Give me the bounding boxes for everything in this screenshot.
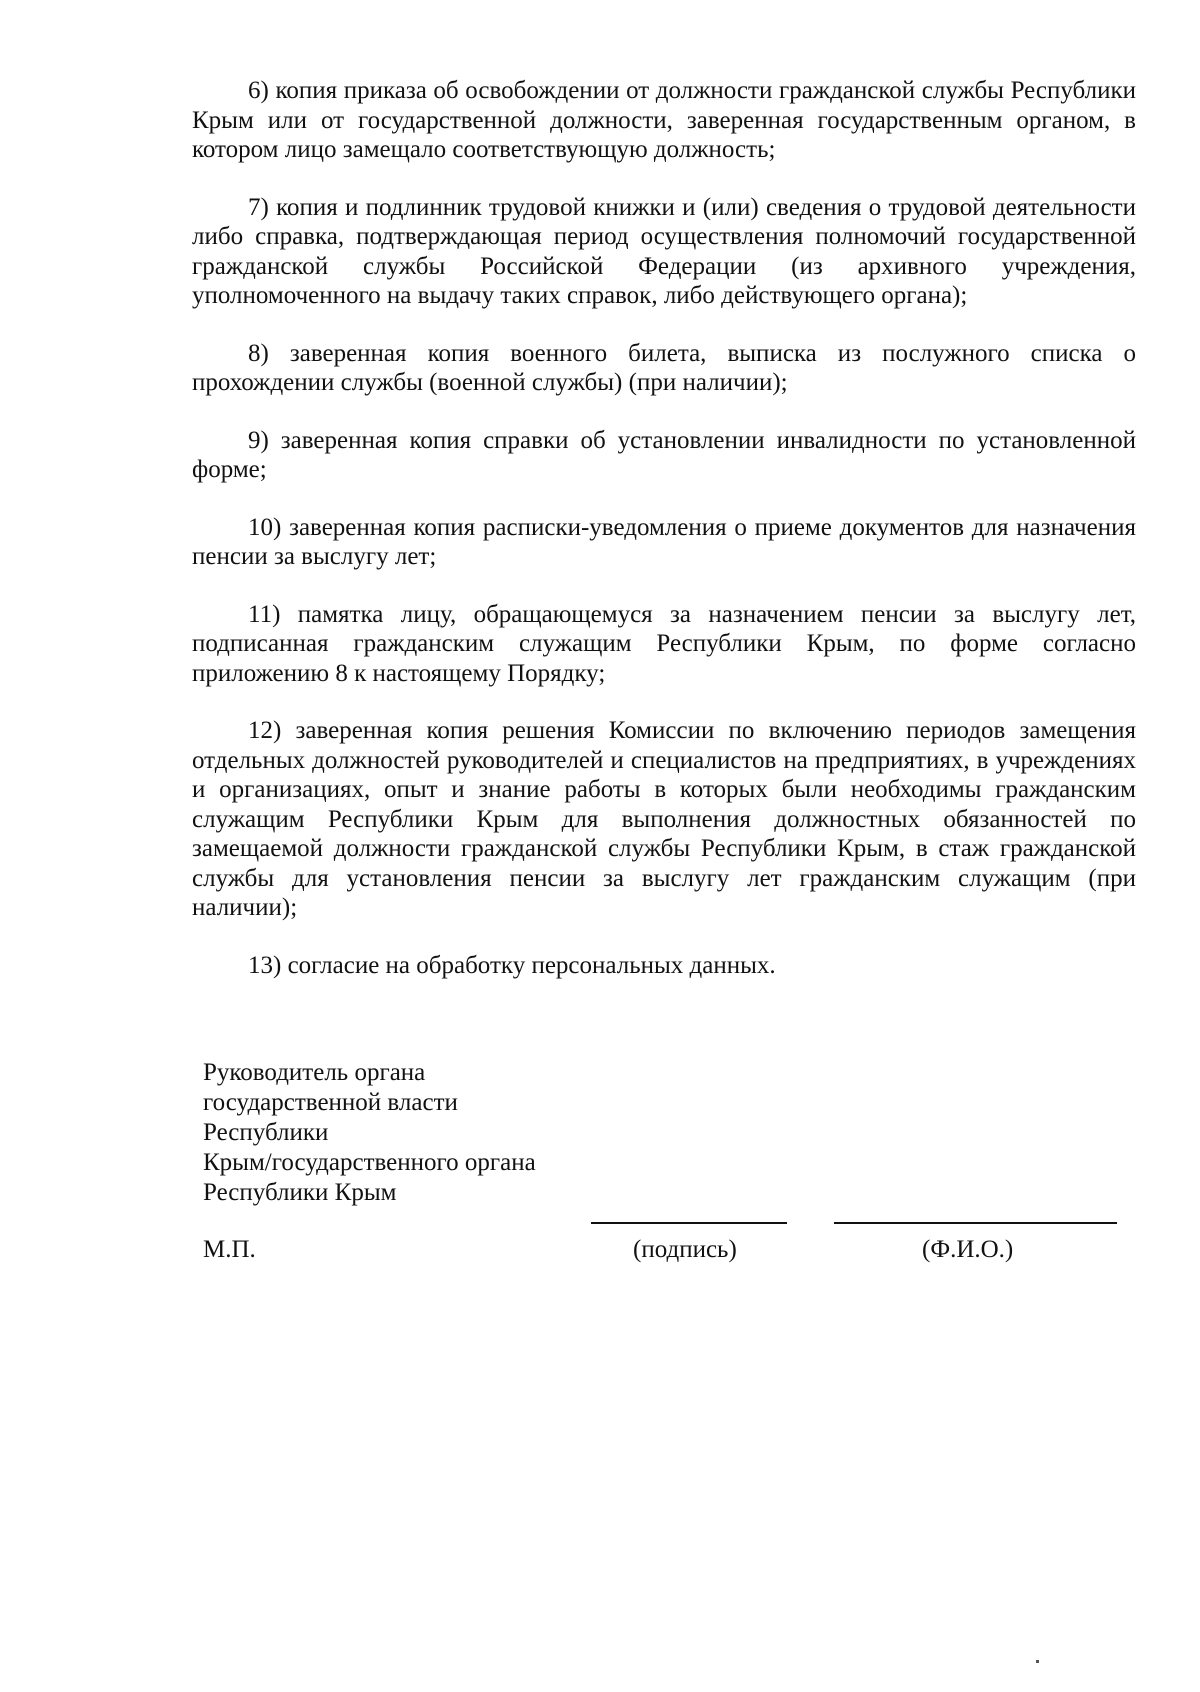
document-list xyxy=(192,76,1136,980)
signature-line xyxy=(591,1222,787,1224)
name-line xyxy=(834,1222,1117,1224)
signatory-title xyxy=(203,1058,623,1208)
signature-block xyxy=(203,1058,1143,1263)
stamp-label: М.П. xyxy=(203,1236,256,1263)
scan-speck xyxy=(1036,1660,1039,1663)
list-item-6: 6) копия приказа об освобождении от должности гражданской службы Республики Крым или от государственной должности, заверенная государственным органом, в котором лицо замещало соответствующую должность; xyxy=(192,77,1136,163)
signatory-title-line: Республики xyxy=(203,1119,329,1146)
list-item-7: 7) копия и подлинник трудовой книжки и (или) сведения о трудовой деятельности либо справка, подтверждающая период осуществления полномочий государственной гражданской службы Российской Федерации (из архивного учреждения, уполномоченного на выдачу таких справок, либо действующего органа); xyxy=(192,193,1136,309)
signature-caption: (подпись) xyxy=(633,1236,737,1263)
list-item-12: 12) заверенная копия решения Комиссии по включению периодов замещения отдельных должностей руководителей и специалистов на предприятиях, в учреждениях и организациях, опыт и знание работы в которых были необходимы гражданским служащим Республики Крым для выполнения должностных обязанностей по замещаемой должности гражданской службы Республики Крым, в стаж гражданской службы для установления пенсии за выслугу лет гражданским служащим (при наличии); xyxy=(192,717,1136,921)
signatory-title-line: Республики Крым xyxy=(203,1179,397,1206)
name-caption: (Ф.И.О.) xyxy=(922,1236,1014,1263)
signatory-title-line: Руководитель органа xyxy=(203,1059,426,1086)
list-item-9: 9) заверенная копия справки об установлении инвалидности по установленной форме; xyxy=(192,426,1136,483)
list-item-13: 13) согласие на обработку персональных данных. xyxy=(248,951,776,979)
signatory-title-line: Крым/государственного органа xyxy=(203,1149,536,1176)
list-item-11: 11) памятка лицу, обращающемуся за назначением пенсии за выслугу лет, подписанная гражданским служащим Республики Крым, по форме согласно приложению 8 к настоящему Порядку; xyxy=(192,600,1136,687)
list-item-8: 8) заверенная копия военного билета, выписка из послужного списка о прохождении службы (военной службы) (при наличии); xyxy=(192,339,1136,396)
signatory-title-line: государственной власти xyxy=(203,1089,458,1116)
list-item-10: 10) заверенная копия расписки-уведомления о приеме документов для назначения пенсии за выслугу лет; xyxy=(192,513,1136,570)
